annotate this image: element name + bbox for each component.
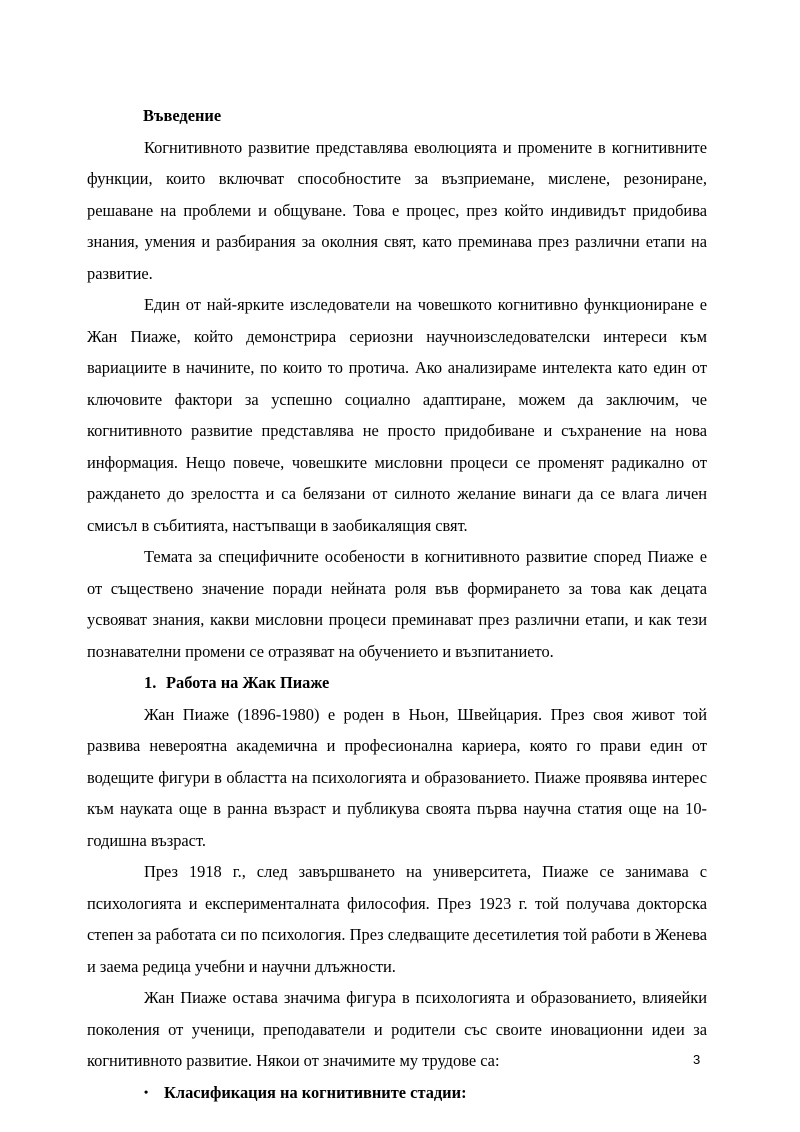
heading-introduction: Въведение <box>143 106 222 125</box>
paragraph-intro-3: Темата за специфичните особености в когнитивното развитие според Пиаже е от съществено значение поради нейната роля във формирането за това как децата усвояват знания, какви мисловни процеси преминават през различни етапи, и как тези познавателни промени се отразяват на обучението и възпитанието. <box>87 547 707 661</box>
bullet-list-item <box>87 1077 707 1109</box>
paragraph-section-2: През 1918 г., след завършването на университета, Пиаже се занимава с психологията и експерименталната философия. През 1923 г. той получава докторска степен за работата си по психология. През следващите десетилетия той работи в Женева и заема редица учебни и научни длъжности. <box>87 862 707 976</box>
paragraph-intro-1: Когнитивното развитие представлява еволюцията и промените в когнитивните функции, които включват способностите за възприемане, мислене, резониране, решаване на проблеми и общуване. Това е процес, през който индивидът придобива знания, умения и разбирания за околния свят, като преминава през различни етапи на развитие. <box>87 137 707 283</box>
paragraph-section-1: Жан Пиаже (1896-1980) е роден в Ньон, Швейцария. През своя живот той развива невероятна академична и професионална кариера, която го прави един от водещите фигури в областта на психологията и образованието. Пиаже проявява интерес към науката още в ранна възраст и публикува своята първа научна статия още на 10-годишна възраст. <box>87 704 707 850</box>
section-number: 1. <box>144 673 157 692</box>
paragraph-intro-2: Един от най-ярките изследователи на човешкото когнитивно функциониране е Жан Пиаже, който демонстрира сериозни научноизследователски интереси към вариациите в начините, по които то протича. Ако анализираме интелекта като един от ключовите фактори за успешно социално адаптиране, можем да заключим, че когнитивното развитие представлява не просто придобиване и съхранение на нова информация. Нещо повече, човешките мисловни процеси се променят радикално от раждането до зрелостта и са белязани от силното желание винаги да се влага личен смисъл в събитията, настъпващи в заобикалящия свят. <box>87 295 707 535</box>
paragraph-section-3: Жан Пиаже остава значима фигура в психологията и образованието, влияейки поколения от ученици, преподаватели и родители със своите иновационни идеи за когнитивното развитие. Някои от значимите му трудове са: <box>87 988 707 1070</box>
section-title: Работа на Жак Пиаже <box>166 673 330 692</box>
bullet-icon: • <box>144 1084 149 1099</box>
page-number: 3 <box>693 1052 701 1067</box>
page-content <box>87 100 707 1108</box>
bullet-text: Класификация на когнитивните стадии: <box>164 1082 467 1102</box>
section-heading <box>87 667 707 699</box>
